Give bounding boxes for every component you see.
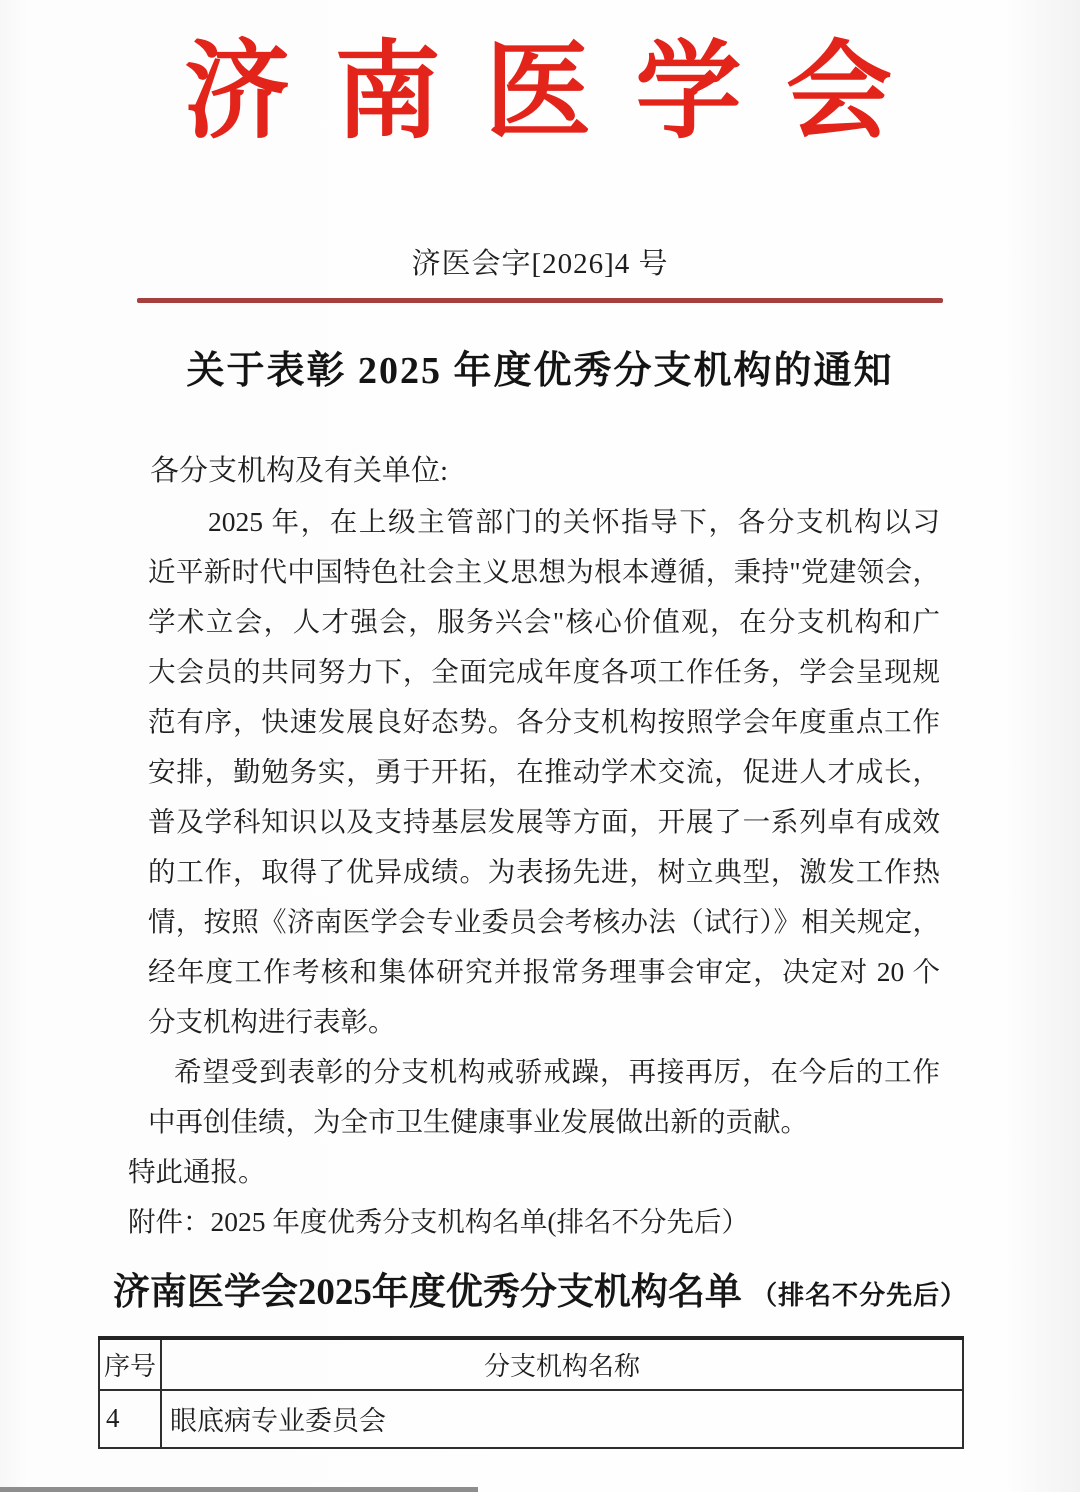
appendix-title-note: （排名不分先后） <box>751 1280 968 1310</box>
body-line: 2025 年，在上级主管部门的关怀指导下，各分支机构以习 <box>208 505 940 537</box>
body-line: 普及学科知识以及支持基层发展等方面，开展了一系列卓有成效 <box>148 805 940 837</box>
appendix-title <box>0 1269 1080 1320</box>
doc-number: 济医会字[2026]4 号 <box>411 247 669 280</box>
cell-no: 4 <box>99 1390 161 1448</box>
table-header-row <box>99 1338 963 1390</box>
cell-name: 眼底病专业委员会 <box>161 1390 963 1448</box>
attachment-line: 附件：2025 年度优秀分支机构名单(排名不分先后） <box>128 1205 750 1237</box>
body-line: 近平新时代中国特色社会主义思想为根本遵循，秉持"党建领会， <box>148 555 940 587</box>
table-row <box>99 1390 963 1448</box>
body-line: 安排，勤勉务实，勇于开拓，在推动学术交流，促进人才成长， <box>148 755 940 787</box>
appendix-table <box>98 1336 964 1449</box>
appendix-title-text: 济南医学会2025年度优秀分支机构名单 <box>112 1271 742 1313</box>
notice-title: 关于表彰 2025 年度优秀分支机构的通知 <box>186 349 894 392</box>
bottom-edge-strip <box>0 1487 478 1492</box>
body-line: 学术立会，人才强会，服务兴会"核心价值观，在分支机构和广 <box>148 605 940 637</box>
body-line: 经年度工作考核和集体研究并报常务理事会审定，决定对 20 个 <box>148 955 940 987</box>
col-header-no: 序号 <box>99 1338 161 1390</box>
body-line: 分支机构进行表彰。 <box>148 1005 396 1037</box>
body-line: 情，按照《济南医学会专业委员会考核办法（试行）》相关规定， <box>148 905 940 937</box>
salutation: 各分支机构及有关单位: <box>150 454 449 487</box>
col-header-name: 分支机构名称 <box>161 1338 963 1390</box>
closing-line: 特此通报。 <box>128 1155 266 1187</box>
body-line: 中再创佳绩，为全市卫生健康事业发展做出新的贡献。 <box>148 1105 808 1137</box>
body-line: 希望受到表彰的分支机构戒骄戒躁，再接再厉，在今后的工作 <box>174 1055 940 1087</box>
body-line: 大会员的共同努力下，全面完成年度各项工作任务，学会呈现规 <box>148 655 940 687</box>
red-divider-rule <box>137 298 943 303</box>
org-title: 济 南 医 学 会 <box>184 34 896 151</box>
notice-body <box>128 497 940 1247</box>
body-line: 的工作，取得了优异成绩。为表扬先进，树立典型，激发工作热 <box>148 855 940 887</box>
body-line: 范有序，快速发展良好态势。各分支机构按照学会年度重点工作 <box>148 705 940 737</box>
